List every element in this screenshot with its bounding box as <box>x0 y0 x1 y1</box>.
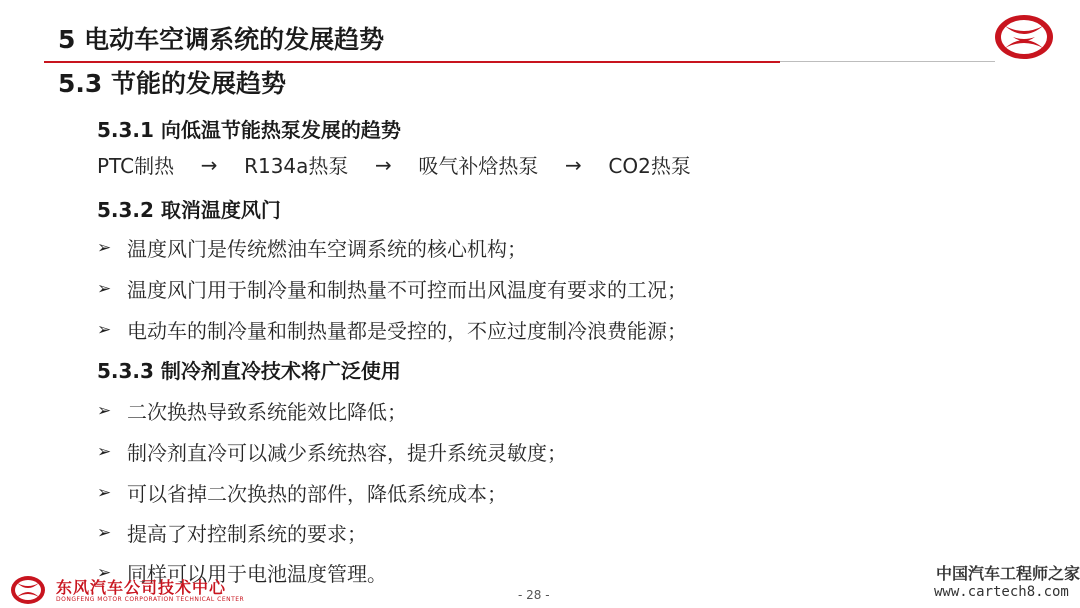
bullet-arrow-icon: ➢ <box>97 237 112 258</box>
arrow-right-icon: → <box>200 152 218 177</box>
subsection-heading-1: 5.3.1 向低温节能热泵发展的趋势 <box>97 118 401 142</box>
list-item <box>97 233 527 262</box>
subsection-heading-3: 5.3.3 制冷剂直冷技术将广泛使用 <box>97 359 401 383</box>
dongfeng-footer-logo-icon <box>10 574 46 606</box>
bullet-arrow-icon: ➢ <box>97 562 112 583</box>
list-item-text: 电动车的制冷量和制热量都是受控的，不应过度制冷浪费能源； <box>127 319 687 343</box>
flow-step: R134a热泵 <box>244 154 349 178</box>
title-divider-grey <box>780 61 995 62</box>
flow-step: PTC制热 <box>97 154 175 178</box>
subsection-heading-2: 5.3.2 取消温度风门 <box>97 198 281 222</box>
list-item-text: 温度风门用于制冷量和制热量不可控而出风温度有要求的工况； <box>127 278 687 302</box>
bullet-arrow-icon: ➢ <box>97 441 112 462</box>
page-number: - 28 - <box>518 588 550 602</box>
watermark-url: www.cartech8.com <box>934 584 1069 600</box>
list-item-text: 二次换热导致系统能效比降低； <box>127 400 407 424</box>
list-item <box>97 437 567 466</box>
heat-pump-flow <box>97 150 691 179</box>
footer-company-en: DONGFENG MOTOR CORPORATION TECHNICAL CENTER <box>56 596 245 603</box>
footer-company-cn: 东风汽车公司技术中心 <box>56 578 227 597</box>
list-item-text: 制冷剂直冷可以减少系统热容，提升系统灵敏度； <box>127 441 567 465</box>
bullet-arrow-icon: ➢ <box>97 522 112 543</box>
bullet-arrow-icon: ➢ <box>97 278 112 299</box>
title-divider <box>44 61 780 63</box>
section-heading: 5.3 节能的发展趋势 <box>58 69 286 98</box>
list-item <box>97 518 367 547</box>
arrow-right-icon: → <box>565 152 582 177</box>
list-item <box>97 274 687 303</box>
watermark-site-name: 中国汽车工程师之家 <box>936 564 1080 583</box>
list-item <box>97 478 507 507</box>
list-item <box>97 396 407 425</box>
list-item-text: 同样可以用于电池温度管理。 <box>127 562 387 586</box>
dongfeng-logo-icon <box>993 12 1055 62</box>
bullet-arrow-icon: ➢ <box>97 400 112 421</box>
list-item-text: 温度风门是传统燃油车空调系统的核心机构； <box>127 237 527 261</box>
list-item-text: 可以省掉二次换热的部件，降低系统成本； <box>127 482 507 506</box>
flow-step: 吸气补焓热泵 <box>418 154 539 178</box>
bullet-arrow-icon: ➢ <box>97 482 112 503</box>
arrow-right-icon: → <box>375 152 392 177</box>
slide-title: 5 电动车空调系统的发展趋势 <box>58 25 385 54</box>
list-item-text: 提高了对控制系统的要求； <box>127 522 367 546</box>
list-item <box>97 315 687 344</box>
bullet-arrow-icon: ➢ <box>97 319 112 340</box>
flow-step: CO2热泵 <box>608 154 691 178</box>
